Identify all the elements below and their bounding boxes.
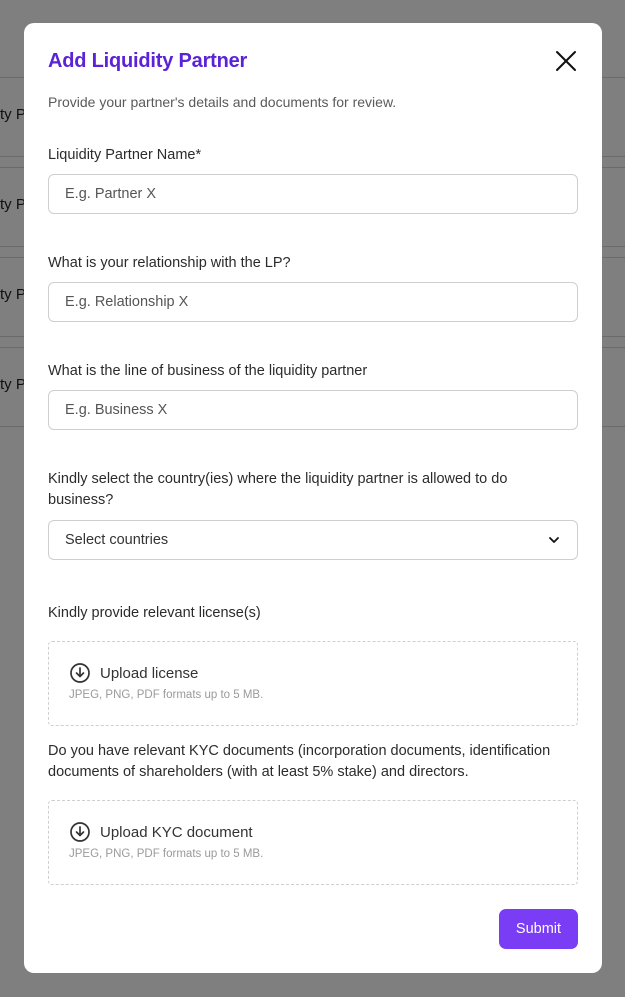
upload-license-label: Upload license bbox=[100, 664, 199, 682]
relationship-label: What is your relationship with the LP? bbox=[48, 255, 291, 271]
countries-label: Kindly select the country(ies) where the liquidity partner is allowed to do business? bbox=[48, 471, 508, 508]
business-input[interactable] bbox=[48, 390, 578, 430]
relationship-input[interactable] bbox=[48, 282, 578, 322]
countries-select-value: Select countries bbox=[65, 532, 169, 548]
modal-title: Add Liquidity Partner bbox=[48, 50, 248, 72]
upload-license-hint: JPEG, PNG, PDF formats up to 5 MB. bbox=[69, 689, 264, 701]
countries-select[interactable] bbox=[48, 520, 578, 560]
modal-subtitle: Provide your partner's details and documents for review. bbox=[48, 94, 397, 110]
submit-button[interactable]: Submit bbox=[499, 909, 578, 949]
partner-name-input[interactable] bbox=[48, 174, 578, 214]
upload-kyc-label: Upload KYC document bbox=[100, 823, 253, 841]
download-circle-icon bbox=[69, 821, 91, 843]
upload-kyc-dropzone[interactable] bbox=[48, 800, 578, 885]
upload-license-dropzone[interactable] bbox=[48, 641, 578, 726]
partner-name-label: Liquidity Partner Name* bbox=[48, 147, 202, 163]
add-liquidity-partner-modal bbox=[24, 23, 602, 973]
kyc-label: Do you have relevant KYC documents (incorporation documents, identification documents of shareholders (with at least 5% stake) and directors. bbox=[48, 743, 551, 780]
close-icon bbox=[552, 47, 580, 75]
upload-kyc-hint: JPEG, PNG, PDF formats up to 5 MB. bbox=[69, 848, 264, 860]
chevron-down-icon bbox=[547, 533, 561, 547]
download-circle-icon bbox=[69, 662, 91, 684]
business-label: What is the line of business of the liquidity partner bbox=[48, 363, 368, 379]
close-button[interactable] bbox=[552, 47, 580, 75]
license-label: Kindly provide relevant license(s) bbox=[48, 605, 261, 621]
